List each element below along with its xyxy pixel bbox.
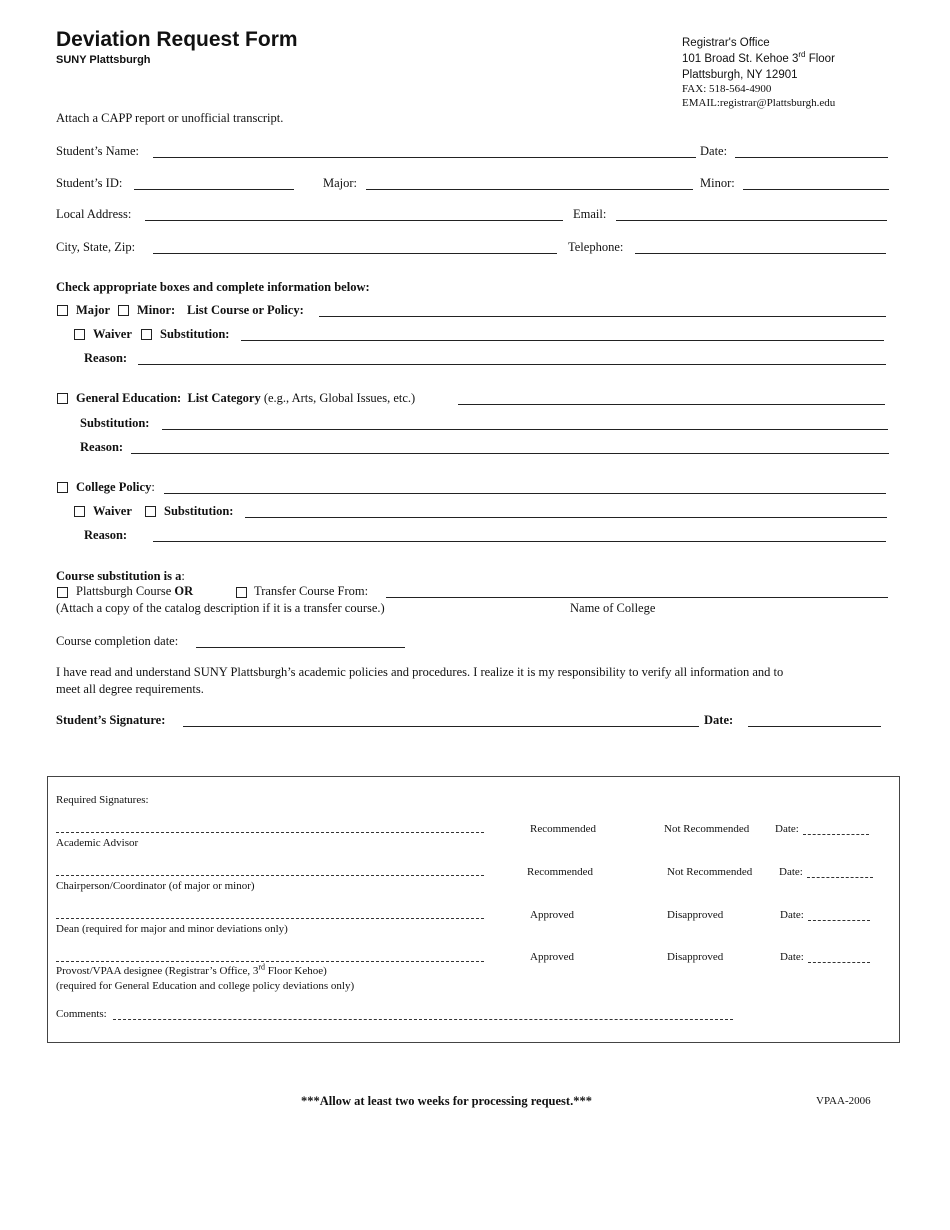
minor-field[interactable] bbox=[743, 189, 889, 190]
transfer-course-label: Transfer Course From: bbox=[254, 584, 369, 598]
transfer-course-checkbox[interactable] bbox=[236, 587, 247, 598]
city-state-zip-field[interactable] bbox=[153, 253, 557, 254]
telephone-label: Telephone: bbox=[568, 240, 624, 254]
signature-date-field[interactable] bbox=[748, 726, 881, 727]
list-course-field[interactable] bbox=[319, 316, 886, 317]
acknowledgement-line-1: I have read and understand SUNY Plattsburgh’s academic policies and procedures. I realize it is my responsibility to verify all information and to bbox=[56, 665, 784, 679]
college-policy-reason-label: Reason: bbox=[84, 528, 128, 542]
waiver-label: Waiver bbox=[93, 327, 132, 341]
gen-ed-reason-field[interactable] bbox=[131, 453, 889, 454]
college-policy-reason-field[interactable] bbox=[153, 541, 886, 542]
chair-title: Chairperson/Coordinator (of major or minor) bbox=[56, 880, 255, 892]
provost-signature-line[interactable] bbox=[56, 961, 484, 962]
college-policy-waiver-checkbox[interactable] bbox=[74, 506, 85, 517]
advisor-date-field[interactable] bbox=[803, 834, 869, 835]
reason-field[interactable] bbox=[138, 364, 886, 365]
gen-ed-category-field[interactable] bbox=[458, 404, 885, 405]
advisor-date-label: Date: bbox=[775, 823, 799, 835]
minor-label: Minor: bbox=[700, 176, 735, 190]
course-sub-heading: Course substitution is a: bbox=[56, 569, 185, 583]
local-address-label: Local Address: bbox=[56, 207, 132, 221]
advisor-signature-line[interactable] bbox=[56, 832, 484, 833]
email-label: Email: bbox=[573, 207, 607, 221]
provost-date-label: Date: bbox=[780, 951, 804, 963]
form-title: Deviation Request Form bbox=[56, 28, 298, 51]
college-policy-waiver-label: Waiver bbox=[93, 504, 132, 518]
student-name-field[interactable] bbox=[153, 157, 696, 158]
check-section-heading: Check appropriate boxes and complete information below: bbox=[56, 280, 370, 294]
signature-date-label: Date: bbox=[704, 713, 734, 727]
minor-checkbox[interactable] bbox=[118, 305, 129, 316]
gen-ed-checkbox[interactable] bbox=[57, 393, 68, 404]
substitution-label: Substitution: bbox=[160, 327, 230, 341]
college-name-caption: Name of College bbox=[570, 601, 656, 615]
list-course-label: List Course or Policy: bbox=[187, 303, 304, 317]
telephone-field[interactable] bbox=[635, 253, 886, 254]
email-field[interactable] bbox=[616, 220, 887, 221]
dean-disapproved-option: Disapproved bbox=[667, 909, 724, 921]
major-label: Major: bbox=[323, 176, 358, 190]
plattsburgh-course-label: Plattsburgh Course OR bbox=[76, 584, 194, 598]
student-id-label: Student’s ID: bbox=[56, 176, 123, 190]
waiver-checkbox[interactable] bbox=[74, 329, 85, 340]
college-policy-substitution-label: Substitution: bbox=[164, 504, 234, 518]
substitution-field[interactable] bbox=[241, 340, 884, 341]
transfer-college-field[interactable] bbox=[386, 597, 888, 598]
local-address-field[interactable] bbox=[145, 220, 563, 221]
college-policy-substitution-field[interactable] bbox=[245, 517, 887, 518]
office-address-1: 101 Broad St. Kehoe 3rd Floor bbox=[682, 50, 835, 65]
student-id-field[interactable] bbox=[134, 189, 294, 190]
substitution-checkbox[interactable] bbox=[141, 329, 152, 340]
dean-date-label: Date: bbox=[780, 909, 804, 921]
minor-checkbox-label: Minor: bbox=[137, 303, 176, 317]
gen-ed-label: General Education: List Category (e.g., Arts, Global Issues, etc.) bbox=[76, 391, 416, 405]
office-email: EMAIL:registrar@Plattsburgh.edu bbox=[682, 97, 836, 109]
office-address-2: Plattsburgh, NY 12901 bbox=[682, 69, 798, 81]
provost-title-note: (required for General Education and college policy deviations only) bbox=[56, 980, 355, 992]
provost-date-field[interactable] bbox=[808, 962, 870, 963]
required-signatures-heading: Required Signatures: bbox=[56, 794, 149, 806]
college-policy-checkbox[interactable] bbox=[57, 482, 68, 493]
gen-ed-substitution-field[interactable] bbox=[162, 429, 888, 430]
intro-text: Attach a CAPP report or unofficial transcript. bbox=[56, 111, 284, 125]
chair-recommended-option: Recommended bbox=[527, 866, 593, 878]
provost-disapproved-option: Disapproved bbox=[667, 951, 724, 963]
college-policy-field[interactable] bbox=[164, 493, 886, 494]
major-checkbox-label: Major bbox=[76, 303, 111, 317]
major-checkbox[interactable] bbox=[57, 305, 68, 316]
comments-field[interactable] bbox=[113, 1019, 733, 1020]
completion-date-label: Course completion date: bbox=[56, 634, 179, 648]
advisor-recommended-option: Recommended bbox=[530, 823, 596, 835]
date-field[interactable] bbox=[735, 157, 888, 158]
chair-date-label: Date: bbox=[779, 866, 803, 878]
advisor-title: Academic Advisor bbox=[56, 837, 139, 849]
college-policy-substitution-checkbox[interactable] bbox=[145, 506, 156, 517]
dean-approved-option: Approved bbox=[530, 909, 574, 921]
reason-label: Reason: bbox=[84, 351, 128, 365]
student-signature-field[interactable] bbox=[183, 726, 699, 727]
dean-title: Dean (required for major and minor deviations only) bbox=[56, 923, 288, 935]
gen-ed-reason-label: Reason: bbox=[80, 440, 124, 454]
office-fax: FAX: 518-564-4900 bbox=[682, 83, 772, 95]
college-policy-label: College Policy: bbox=[76, 480, 155, 494]
gen-ed-substitution-label: Substitution: bbox=[80, 416, 150, 430]
date-label: Date: bbox=[700, 144, 728, 158]
chair-date-field[interactable] bbox=[807, 877, 873, 878]
major-field[interactable] bbox=[366, 189, 693, 190]
required-signatures-box bbox=[47, 776, 900, 1043]
office-name: Registrar's Office bbox=[682, 37, 770, 49]
transfer-note: (Attach a copy of the catalog description if it is a transfer course.) bbox=[56, 601, 385, 615]
processing-note: ***Allow at least two weeks for processing request.*** bbox=[301, 1094, 592, 1108]
plattsburgh-course-checkbox[interactable] bbox=[57, 587, 68, 598]
completion-date-field[interactable] bbox=[196, 647, 405, 648]
advisor-not-recommended-option: Not Recommended bbox=[664, 823, 750, 835]
form-subtitle: SUNY Plattsburgh bbox=[56, 54, 151, 66]
dean-date-field[interactable] bbox=[808, 920, 870, 921]
chair-not-recommended-option: Not Recommended bbox=[667, 866, 753, 878]
provost-title: Provost/VPAA designee (Registrar’s Office, 3rd Floor Kehoe) bbox=[56, 962, 327, 977]
form-code: VPAA-2006 bbox=[816, 1095, 871, 1107]
chair-signature-line[interactable] bbox=[56, 875, 484, 876]
city-state-zip-label: City, State, Zip: bbox=[56, 240, 136, 254]
provost-approved-option: Approved bbox=[530, 951, 574, 963]
acknowledgement-line-2: meet all degree requirements. bbox=[56, 682, 204, 696]
student-signature-label: Student’s Signature: bbox=[56, 713, 166, 727]
comments-label: Comments: bbox=[56, 1008, 107, 1020]
dean-signature-line[interactable] bbox=[56, 918, 484, 919]
student-name-label: Student’s Name: bbox=[56, 144, 139, 158]
